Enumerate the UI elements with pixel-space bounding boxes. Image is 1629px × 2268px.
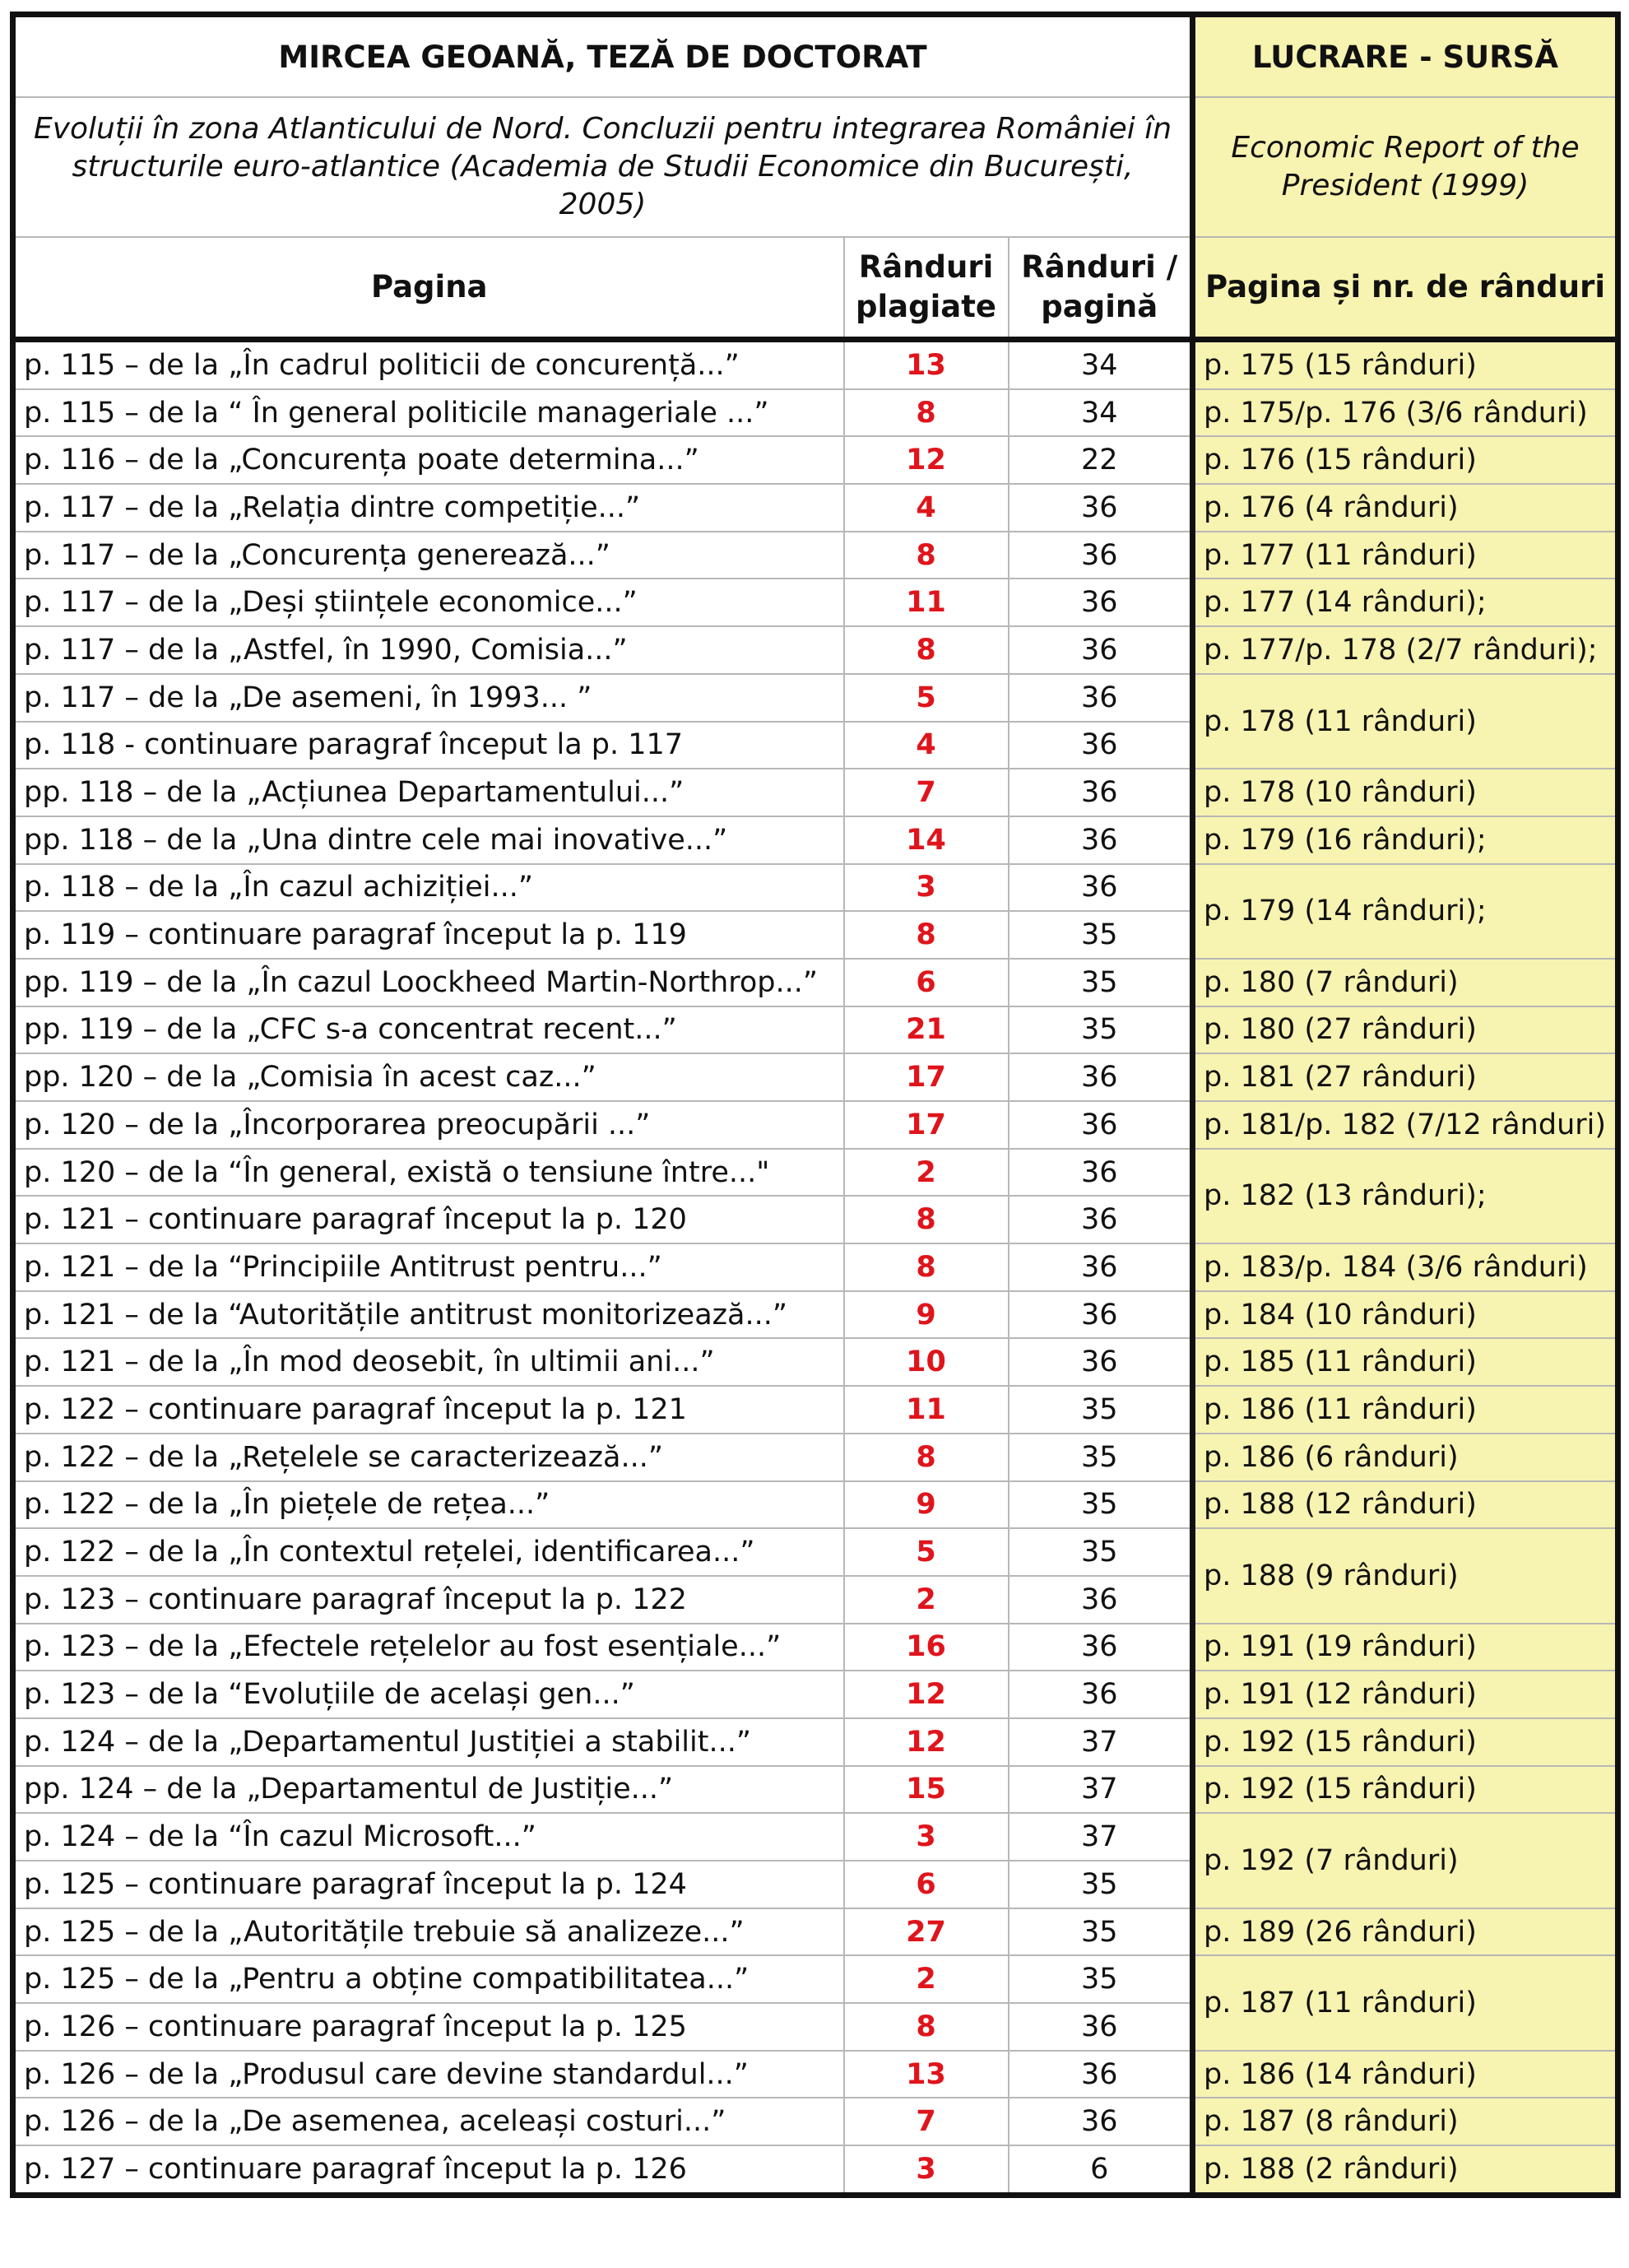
lines-per-page-cell: 35 [1009,1386,1193,1434]
lines-per-page-cell: 35 [1009,1955,1193,2003]
thesis-page-cell: p. 121 – de la “Autoritățile antitrust monitorizează...” [13,1291,844,1339]
source-page-cell: p. 179 (16 rânduri); [1193,816,1618,864]
table-row [13,340,1618,389]
table-row [13,816,1618,864]
lines-per-page-cell: 35 [1009,911,1193,959]
lines-per-page-cell: 36 [1009,674,1193,722]
source-page-cell: p. 192 (15 rânduri) [1193,1766,1618,1814]
plagiarized-lines-cell: 6 [844,1861,1009,1908]
lines-per-page-cell: 36 [1009,864,1193,912]
plagiarized-lines-cell: 4 [844,722,1009,769]
source-page-cell: p. 185 (11 rânduri) [1193,1338,1618,1386]
source-page-cell: p. 191 (19 rânduri) [1193,1624,1618,1671]
plagiarized-lines-cell: 8 [844,532,1009,579]
thesis-page-cell: p. 127 – continuare paragraf început la p. 126 [13,2145,844,2195]
comparison-table [10,12,1621,2198]
plagiarized-lines-cell: 2 [844,1955,1009,2003]
thesis-page-cell: p. 117 – de la „Deși științele economice...” [13,579,844,626]
source-page-cell: p. 180 (7 rânduri) [1193,959,1618,1006]
column-header-plagiarized-lines: Rânduri plagiate [844,237,1009,340]
source-page-cell: p. 175 (15 rânduri) [1193,340,1618,389]
thesis-page-cell: p. 117 – de la „Astfel, în 1990, Comisia...” [13,626,844,674]
thesis-page-cell: pp. 118 – de la „Una dintre cele mai inovative...” [13,816,844,864]
plagiarized-lines-cell: 2 [844,1149,1009,1197]
thesis-page-cell: p. 118 - continuare paragraf început la p. 117 [13,722,844,769]
lines-per-page-cell: 36 [1009,1243,1193,1291]
thesis-page-cell: p. 117 – de la „Relația dintre competiție...” [13,484,844,532]
thesis-page-cell: p. 115 – de la „În cadrul politicii de concurență...” [13,340,844,389]
table-row [13,484,1618,532]
thesis-page-cell: p. 125 – de la „Pentru a obține compatibilitatea...” [13,1955,844,2003]
column-header-source-page: Pagina și nr. de rânduri [1193,237,1618,340]
thesis-page-cell: p. 123 – de la „Efectele rețelelor au fost esențiale...” [13,1624,844,1671]
thesis-page-cell: p. 125 – de la „Autoritățile trebuie să analizeze...” [13,1908,844,1956]
source-page-cell: p. 186 (14 rânduri) [1193,2051,1618,2098]
table-row [13,579,1618,626]
plagiarized-lines-cell: 12 [844,1671,1009,1718]
lines-per-page-cell: 35 [1009,1481,1193,1529]
table-row [13,1291,1618,1339]
table-row [13,532,1618,579]
table-row [13,1053,1618,1101]
thesis-page-cell: p. 123 – continuare paragraf început la p. 122 [13,1576,844,1624]
column-header-page: Pagina [13,237,844,340]
thesis-title: MIRCEA GEOANĂ, TEZĂ DE DOCTORAT [13,15,1193,98]
thesis-page-cell: p. 126 – de la „Produsul care devine standardul...” [13,2051,844,2098]
source-page-cell: p. 177 (11 rânduri) [1193,532,1618,579]
table-row [13,1434,1618,1481]
table-row [13,2098,1618,2145]
table-row [13,1101,1618,1149]
lines-per-page-cell: 36 [1009,2003,1193,2051]
source-page-cell: p. 186 (11 rânduri) [1193,1386,1618,1434]
plagiarized-lines-cell: 8 [844,626,1009,674]
thesis-page-cell: p. 117 – de la „Concurența generează...” [13,532,844,579]
source-page-cell: p. 179 (14 rânduri); [1193,864,1618,959]
lines-per-page-cell: 36 [1009,1101,1193,1149]
plagiarized-lines-cell: 12 [844,1718,1009,1766]
plagiarized-lines-cell: 9 [844,1481,1009,1529]
lines-per-page-cell: 36 [1009,2051,1193,2098]
thesis-page-cell: p. 125 – continuare paragraf început la p. 124 [13,1861,844,1908]
source-page-cell: p. 191 (12 rânduri) [1193,1671,1618,1718]
lines-per-page-cell: 36 [1009,1053,1193,1101]
table-row [13,1813,1618,1861]
plagiarized-lines-cell: 13 [844,340,1009,389]
plagiarized-lines-cell: 3 [844,2145,1009,2195]
plagiarized-lines-cell: 2 [844,1576,1009,1624]
table-row [13,626,1618,674]
thesis-page-cell: p. 126 – continuare paragraf început la p. 125 [13,2003,844,2051]
source-page-cell: p. 180 (27 rânduri) [1193,1006,1618,1054]
thesis-page-cell: pp. 124 – de la „Departamentul de Justiție...” [13,1766,844,1814]
lines-per-page-cell: 36 [1009,579,1193,626]
plagiarized-lines-cell: 21 [844,1006,1009,1054]
thesis-page-cell: p. 119 – continuare paragraf început la p. 119 [13,911,844,959]
source-title: LUCRARE - SURSĂ [1193,15,1618,98]
source-page-cell: p. 187 (8 rânduri) [1193,2098,1618,2145]
lines-per-page-cell: 36 [1009,1196,1193,1243]
plagiarized-lines-cell: 7 [844,2098,1009,2145]
lines-per-page-cell: 36 [1009,722,1193,769]
thesis-page-cell: p. 122 – de la „În piețele de rețea...” [13,1481,844,1529]
plagiarized-lines-cell: 11 [844,579,1009,626]
source-page-cell: p. 178 (11 rânduri) [1193,674,1618,769]
source-page-cell: p. 186 (6 rânduri) [1193,1434,1618,1481]
plagiarized-lines-cell: 16 [844,1624,1009,1671]
plagiarized-lines-cell: 8 [844,1434,1009,1481]
thesis-page-cell: p. 118 – de la „În cazul achiziției...” [13,864,844,912]
source-page-cell: p. 175/p. 176 (3/6 rânduri) [1193,389,1618,437]
lines-per-page-cell: 37 [1009,1766,1193,1814]
thesis-page-cell: p. 121 – de la “Principiile Antitrust pentru...” [13,1243,844,1291]
lines-per-page-cell: 36 [1009,1624,1193,1671]
lines-per-page-cell: 35 [1009,1434,1193,1481]
plagiarized-lines-cell: 7 [844,769,1009,816]
lines-per-page-cell: 36 [1009,1576,1193,1624]
table-row [13,959,1618,1006]
source-page-cell: p. 183/p. 184 (3/6 rânduri) [1193,1243,1618,1291]
source-page-cell: p. 189 (26 rânduri) [1193,1908,1618,1956]
plagiarized-lines-cell: 8 [844,911,1009,959]
plagiarized-lines-cell: 10 [844,1338,1009,1386]
table-row [13,1718,1618,1766]
source-page-cell: p. 177 (14 rânduri); [1193,579,1618,626]
thesis-page-cell: pp. 120 – de la „Comisia în acest caz...” [13,1053,844,1101]
plagiarized-lines-cell: 15 [844,1766,1009,1814]
plagiarized-lines-cell: 5 [844,674,1009,722]
lines-per-page-cell: 35 [1009,1861,1193,1908]
lines-per-page-cell: 36 [1009,2098,1193,2145]
plagiarized-lines-cell: 8 [844,1243,1009,1291]
lines-per-page-cell: 35 [1009,1528,1193,1576]
thesis-page-cell: p. 115 – de la “ În general politicile manageriale ...” [13,389,844,437]
thesis-page-cell: p. 116 – de la „Concurența poate determina...” [13,436,844,484]
plagiarized-lines-cell: 13 [844,2051,1009,2098]
lines-per-page-cell: 36 [1009,816,1193,864]
table-row [13,389,1618,437]
lines-per-page-cell: 35 [1009,1006,1193,1054]
lines-per-page-cell: 34 [1009,389,1193,437]
thesis-page-cell: p. 123 – de la “Evoluțiile de același gen...” [13,1671,844,1718]
thesis-page-cell: pp. 119 – de la „CFC s-a concentrat recent...” [13,1006,844,1054]
table-row [13,769,1618,816]
table-row [13,1386,1618,1434]
column-header-lines-per-page: Rânduri / pagină [1009,237,1193,340]
plagiarized-lines-cell: 8 [844,1196,1009,1243]
thesis-page-cell: p. 117 – de la „De asemeni, în 1993... ” [13,674,844,722]
table-row [13,2145,1618,2195]
source-page-cell: p. 181/p. 182 (7/12 rânduri) [1193,1101,1618,1149]
table-row [13,864,1618,912]
lines-per-page-cell: 35 [1009,1908,1193,1956]
table-row [13,1338,1618,1386]
table-row [13,1671,1618,1718]
table-row [13,674,1618,722]
table-row [13,1908,1618,1956]
source-page-cell: p. 178 (10 rânduri) [1193,769,1618,816]
plagiarized-lines-cell: 14 [844,816,1009,864]
table-row [13,1149,1618,1197]
lines-per-page-cell: 36 [1009,484,1193,532]
source-page-cell: p. 192 (15 rânduri) [1193,1718,1618,1766]
lines-per-page-cell: 37 [1009,1718,1193,1766]
plagiarized-lines-cell: 8 [844,2003,1009,2051]
source-page-cell: p. 181 (27 rânduri) [1193,1053,1618,1101]
source-page-cell: p. 176 (15 rânduri) [1193,436,1618,484]
thesis-page-cell: pp. 118 – de la „Acțiunea Departamentului...” [13,769,844,816]
source-page-cell: p. 177/p. 178 (2/7 rânduri); [1193,626,1618,674]
lines-per-page-cell: 34 [1009,340,1193,389]
table-row [13,1006,1618,1054]
plagiarized-lines-cell: 8 [844,389,1009,437]
table-row [13,1528,1618,1576]
table-row [13,1481,1618,1529]
plagiarized-lines-cell: 6 [844,959,1009,1006]
source-page-cell: p. 184 (10 rânduri) [1193,1291,1618,1339]
source-page-cell: p. 192 (7 rânduri) [1193,1813,1618,1908]
thesis-page-cell: pp. 119 – de la „În cazul Loockheed Martin-Northrop...” [13,959,844,1006]
thesis-page-cell: p. 122 – continuare paragraf început la p. 121 [13,1386,844,1434]
source-page-cell: p. 176 (4 rânduri) [1193,484,1618,532]
thesis-page-cell: p. 121 – de la „În mod deosebit, în ultimii ani...” [13,1338,844,1386]
table-row [13,436,1618,484]
thesis-page-cell: p. 126 – de la „De asemenea, aceleași costuri...” [13,2098,844,2145]
lines-per-page-cell: 36 [1009,769,1193,816]
plagiarized-lines-cell: 9 [844,1291,1009,1339]
source-page-cell: p. 188 (9 rânduri) [1193,1528,1618,1623]
plagiarized-lines-cell: 12 [844,436,1009,484]
plagiarized-lines-cell: 27 [844,1908,1009,1956]
source-page-cell: p. 187 (11 rânduri) [1193,1955,1618,2050]
plagiarized-lines-cell: 17 [844,1053,1009,1101]
table-row [13,1624,1618,1671]
lines-per-page-cell: 35 [1009,959,1193,1006]
plagiarized-lines-cell: 3 [844,864,1009,912]
thesis-page-cell: p. 124 – de la “În cazul Microsoft...” [13,1813,844,1861]
thesis-page-cell: p. 122 – de la „Rețelele se caracterizează...” [13,1434,844,1481]
lines-per-page-cell: 36 [1009,532,1193,579]
plagiarized-lines-cell: 3 [844,1813,1009,1861]
source-page-cell: p. 182 (13 rânduri); [1193,1149,1618,1243]
source-subtitle: Economic Report of the President (1999) [1193,97,1618,237]
lines-per-page-cell: 6 [1009,2145,1193,2195]
thesis-page-cell: p. 121 – continuare paragraf început la p. 120 [13,1196,844,1243]
lines-per-page-cell: 37 [1009,1813,1193,1861]
thesis-subtitle: Evoluții în zona Atlanticului de Nord. Concluzii pentru integrarea României în structurile euro-atlantice (Academia de Studii Economice din București, 2005) [13,97,1193,237]
thesis-page-cell: p. 124 – de la „Departamentul Justiției a stabilit...” [13,1718,844,1766]
lines-per-page-cell: 36 [1009,1671,1193,1718]
source-page-cell: p. 188 (12 rânduri) [1193,1481,1618,1529]
plagiarized-lines-cell: 17 [844,1101,1009,1149]
thesis-page-cell: p. 122 – de la „În contextul rețelei, identificarea...” [13,1528,844,1576]
table-row [13,1766,1618,1814]
table-row [13,1955,1618,2003]
lines-per-page-cell: 36 [1009,1338,1193,1386]
plagiarized-lines-cell: 5 [844,1528,1009,1576]
source-page-cell: p. 188 (2 rânduri) [1193,2145,1618,2195]
lines-per-page-cell: 22 [1009,436,1193,484]
lines-per-page-cell: 36 [1009,626,1193,674]
table-row [13,2051,1618,2098]
lines-per-page-cell: 36 [1009,1149,1193,1197]
table-row [13,1243,1618,1291]
thesis-page-cell: p. 120 – de la “În general, există o tensiune între..." [13,1149,844,1197]
plagiarized-lines-cell: 11 [844,1386,1009,1434]
plagiarized-lines-cell: 4 [844,484,1009,532]
lines-per-page-cell: 36 [1009,1291,1193,1339]
thesis-page-cell: p. 120 – de la „Încorporarea preocupării ...” [13,1101,844,1149]
